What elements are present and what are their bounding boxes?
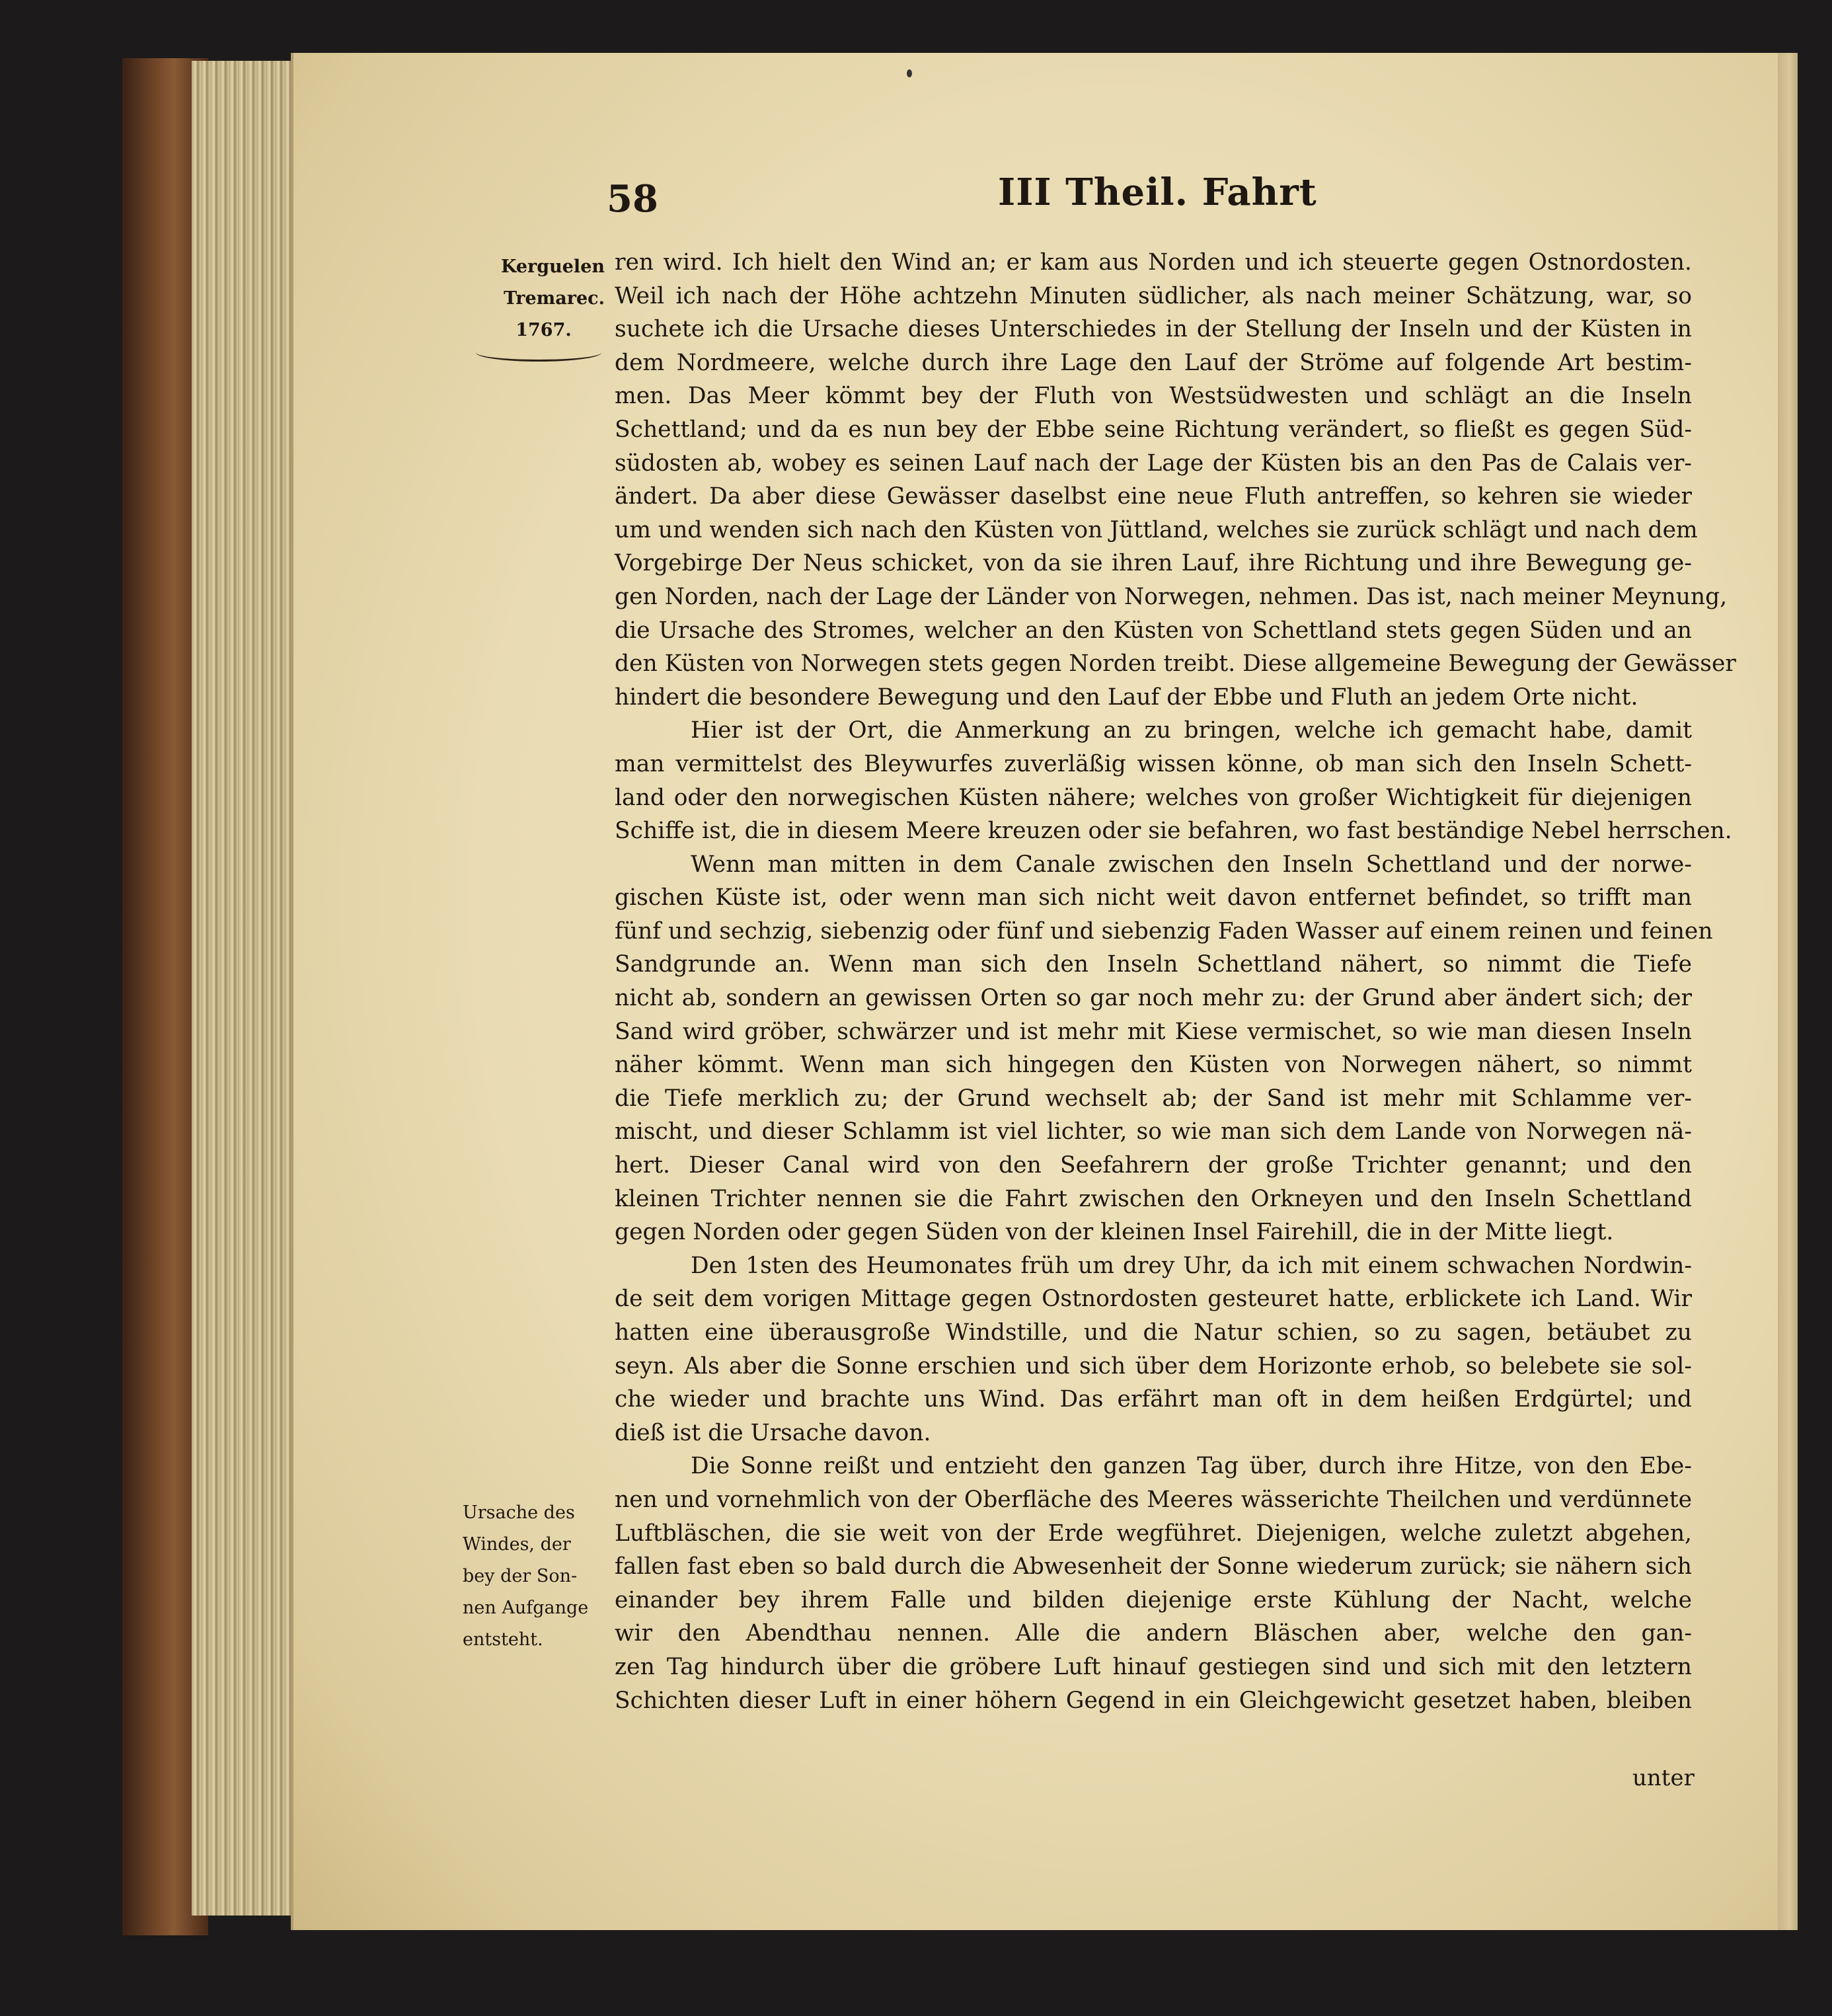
text-line: hindert die besondere Bewegung und den Lauf der Ebbe und Fluth an jedem Orte nicht. xyxy=(615,683,1638,711)
text-line: nen und vornehmlich von der Oberfläche des Meeres wässerichte Theilchen und verdünnete xyxy=(615,1486,1692,1513)
text-line: suchete ich die Ursache dieses Unterschiedes in der Stellung der Inseln und der Küsten in xyxy=(615,316,1692,343)
text-line: fallen fast eben so bald durch die Abwesenheit der Sonne wiederum zurück; sie nähern sich xyxy=(615,1553,1692,1580)
text-line: nicht ab, sondern an gewissen Orten so gar noch mehr zu: der Grund aber ändert sich; der xyxy=(615,985,1692,1012)
text-line: Sandgrunde an. Wenn man sich den Inseln Schettland nähert, so nimmt die Tiefe xyxy=(615,951,1692,978)
text-line: gischen Küste ist, oder wenn man sich nicht weit davon entfernet befindet, so trifft man xyxy=(615,884,1692,911)
text-line: fünf und sechzig, siebenzig oder fünf und siebenzig Faden Wasser auf einem reinen und feinen xyxy=(615,917,1713,945)
text-line: men. Das Meer kömmt bey der Fluth von Westsüdwesten und schlägt an die Inseln xyxy=(615,383,1692,410)
facing-page-edge xyxy=(1778,53,1798,1930)
margin-note-name: Kerguelen xyxy=(500,256,605,277)
text-line: die Ursache des Stromes, welcher an den Küsten von Schettland stets gegen Süden und an xyxy=(615,617,1692,644)
text-line: ren wird. Ich hielt den Wind an; er kam aus Norden und ich steuerte gegen Ostnordosten. xyxy=(615,249,1692,276)
margin-note-name-2: Tremarec. xyxy=(504,288,605,309)
text-line: um und wenden sich nach den Küsten von Jüttland, welches sie zurück schlägt und nach dem xyxy=(615,516,1698,543)
text-line: Schettland; und da es nun bey der Ebbe seine Richtung verändert, so fließt es gegen Süd- xyxy=(615,416,1692,443)
text-line: mischt, und dieser Schlamm ist viel lichter, so wie man sich dem Lande von Norwegen nä- xyxy=(615,1118,1692,1145)
text-line: wir den Abendthau nennen. Alle die andern Bläschen aber, welche den gan- xyxy=(615,1620,1692,1647)
text-line: hert. Dieser Canal wird von den Seefahrern der große Trichter genannt; und den xyxy=(615,1152,1692,1179)
text-line: Luftbläschen, die sie weit von der Erde wegführet. Diejenigen, welche zuletzt abgehen, xyxy=(615,1520,1692,1547)
text-line: hatten eine überausgroße Windstille, und die Natur schien, so zu sagen, betäubet zu xyxy=(615,1319,1692,1346)
body-text xyxy=(615,246,1736,1717)
paragraph-start: Den 1sten des Heumonates früh um drey Uhr, da ich mit einem schwachen Nordwin- xyxy=(691,1252,1692,1279)
text-line: den Küsten von Norwegen stets gegen Norden treibt. Diese allgemeine Bewegung der Gewässer xyxy=(615,650,1736,678)
text-line: ändert. Da aber diese Gewässer daselbst eine neue Fluth antreffen, so kehren sie wieder xyxy=(615,483,1692,510)
margin-note-line: Ursache des xyxy=(463,1502,575,1523)
paragraph-start: Hier ist der Ort, die Anmerkung an zu bringen, welche ich gemacht habe, damit xyxy=(691,717,1692,744)
page-number: 58 xyxy=(607,177,658,221)
paragraph-start: Wenn man mitten in dem Canale zwischen den Inseln Schettland und der norwe- xyxy=(691,851,1692,878)
text-line: zen Tag hindurch über die gröbere Luft hinauf gestiegen sind und sich mit den letztern xyxy=(615,1653,1692,1680)
margin-brace xyxy=(476,344,601,362)
margin-note-line: nen Aufgange xyxy=(463,1598,589,1618)
margin-note-line: bey der Son- xyxy=(463,1566,578,1586)
text-line: man vermittelst des Bleywurfes zuverläßig wissen könne, ob man sich den Inseln Schett- xyxy=(615,750,1692,777)
ink-mark xyxy=(907,69,912,77)
text-line: land oder den norwegischen Küsten nähere; welches von großer Wichtigkeit für diejenigen xyxy=(615,784,1692,811)
text-line: che wieder und brachte uns Wind. Das erfährt man oft in dem heißen Erdgürtel; und xyxy=(615,1386,1692,1413)
margin-note-line: Windes, der xyxy=(463,1534,571,1555)
text-line: näher kömmt. Wenn man sich hingegen den Küsten von Norwegen nähert, so nimmt xyxy=(615,1052,1692,1079)
running-title: III Theil. Fahrt xyxy=(998,171,1317,214)
text-line: dem Nordmeere, welche durch ihre Lage den Lauf der Ströme auf folgende Art bestim- xyxy=(615,349,1692,376)
margin-note-top xyxy=(463,251,605,346)
text-line: einander bey ihrem Falle und bilden diejenige erste Kühlung der Nacht, welche xyxy=(615,1586,1692,1613)
text-line: Schiffe ist, die in diesem Meere kreuzen oder sie befahren, wo fast beständige Nebel herrschen. xyxy=(615,818,1732,845)
text-line: gegen Norden oder gegen Süden von der kleinen Insel Fairehill, die in der Mitte liegt. xyxy=(615,1219,1614,1246)
margin-note-line: entsteht. xyxy=(463,1629,543,1650)
text-line: gen Norden, nach der Lage der Länder von Norwegen, nehmen. Das ist, nach meiner Meynung, xyxy=(615,583,1728,610)
text-line: seyn. Als aber die Sonne erschien und sich über dem Horizonte erhob, so belebete sie sol- xyxy=(615,1352,1692,1379)
margin-note-bottom xyxy=(463,1497,615,1656)
text-line: Vorgebirge Der Neus schicket, von da sie ihren Lauf, ihre Richtung und ihre Bewegung ge- xyxy=(615,550,1692,577)
text-line: südosten ab, wobey es seinen Lauf nach der Lage der Küsten bis an den Pas de Calais ver- xyxy=(615,449,1692,477)
margin-note-year: 1767. xyxy=(515,320,572,340)
paragraph-start: Die Sonne reißt und entzieht den ganzen Tag über, durch ihre Hitze, von den Ebe- xyxy=(691,1453,1692,1480)
text-line: Weil ich nach der Höhe achtzehn Minuten südlicher, als nach meiner Schätzung, war, so xyxy=(615,282,1692,309)
text-line: dieß ist die Ursache davon. xyxy=(615,1419,931,1446)
text-line: die Tiefe merklich zu; der Grund wechselt ab; der Sand ist mehr mit Schlamme ver- xyxy=(615,1085,1692,1112)
catchword: unter xyxy=(1632,1765,1695,1791)
text-line: kleinen Trichter nennen sie die Fahrt zwischen den Orkneyen und den Inseln Schettland xyxy=(615,1185,1692,1212)
text-line: de seit dem vorigen Mittage gegen Ostnordosten gesteuret hatte, erblickete ich Land. Wir xyxy=(615,1286,1692,1313)
text-line: Schichten dieser Luft in einer höhern Gegend in ein Gleichgewicht gesetzet haben, bleiben xyxy=(615,1687,1692,1714)
text-line: Sand wird gröber, schwärzer und ist mehr mit Kiese vermischet, so wie man diesen Inseln xyxy=(615,1018,1692,1045)
